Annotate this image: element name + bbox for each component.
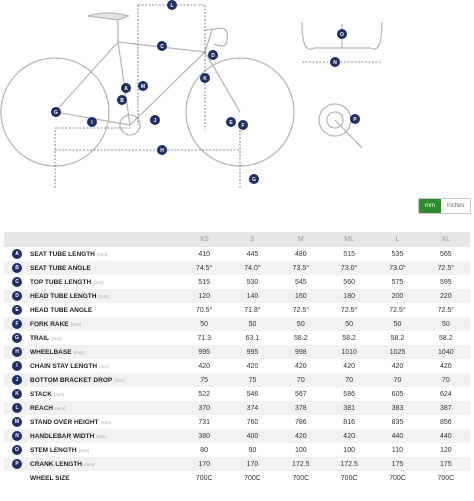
table-cell: 515: [343, 250, 355, 258]
table-cell: 700C: [195, 474, 213, 482]
table-cell: 624: [439, 390, 452, 398]
row-label: [30, 359, 180, 373]
row-letter-cell: [4, 429, 30, 443]
table-cell: 175: [373, 457, 421, 471]
table-header-row: [4, 232, 470, 247]
table-cell: 50: [228, 317, 276, 331]
row-letter-cell: [4, 443, 30, 457]
table-cell: 50: [325, 317, 373, 331]
table-cell: 140: [228, 289, 276, 303]
table-cell: 546: [246, 390, 259, 398]
table-row: [4, 443, 470, 457]
table-cell: 420: [391, 362, 404, 370]
row-unit: (mm): [78, 447, 90, 453]
table-cell: 74.5°: [180, 261, 228, 275]
row-letter-badge: M: [12, 417, 22, 427]
row-label: [30, 261, 180, 275]
row-letter-badge: I: [12, 361, 22, 371]
row-label-text: SEAT TUBE LENGTH: [30, 250, 95, 258]
table-cell: 72.5°: [422, 261, 470, 275]
row-letter-cell: [4, 387, 30, 401]
table-cell: 74.0°: [228, 261, 276, 275]
row-label: [30, 303, 180, 317]
row-label: [30, 289, 180, 303]
table-cell: 50: [422, 317, 470, 331]
table-row: [4, 415, 470, 429]
table-cell: 700C: [292, 474, 310, 482]
row-label-text: TRAIL: [30, 334, 50, 342]
table-cell: 1040: [422, 345, 470, 359]
marker-P: P: [353, 117, 357, 123]
table-cell: 70: [277, 373, 325, 387]
table-cell: 835: [391, 418, 404, 426]
table-cell: 1010: [325, 345, 373, 359]
row-unit: (mm): [51, 335, 62, 341]
table-cell: 73.0°: [325, 261, 373, 275]
marker-L: L: [170, 3, 174, 9]
table-cell: 120: [439, 446, 452, 454]
table-cell: 170: [180, 457, 228, 471]
table-cell: 70: [373, 373, 421, 387]
table-row: [4, 331, 470, 345]
row-letter-cell: [4, 247, 30, 261]
row-letter-badge: B: [12, 263, 22, 273]
marker-M: M: [140, 84, 146, 90]
table-cell: 70: [422, 373, 470, 387]
table-cell: 440: [373, 429, 421, 443]
table-cell: 700C: [244, 474, 261, 482]
table-row: [4, 373, 470, 387]
marker-D: D: [211, 53, 215, 59]
row-letter-badge: J: [12, 375, 22, 385]
row-letter-cell: [4, 457, 30, 471]
table-cell: 760: [246, 418, 259, 426]
row-letter-cell: [4, 303, 30, 317]
table-cell: 58.2: [342, 334, 356, 342]
row-unit: (mm): [53, 391, 65, 397]
table-row: [4, 261, 470, 275]
table-row: [4, 247, 470, 261]
table-cell: 370: [180, 401, 228, 415]
row-label: [30, 457, 180, 471]
row-letter-cell: [4, 359, 30, 373]
row-letter-cell: [4, 261, 30, 275]
row-letter-badge: G: [12, 333, 22, 343]
row-label: [30, 387, 180, 401]
table-cell: 731: [198, 418, 210, 426]
row-letter-badge: H: [12, 347, 22, 357]
row-unit: (mm): [84, 461, 95, 467]
table-cell: 120: [180, 289, 228, 303]
marker-O: O: [340, 32, 344, 38]
table-cell: 700C: [389, 474, 406, 482]
row-label: [30, 345, 180, 359]
row-letter-badge: K: [12, 389, 22, 399]
table-cell: 200: [373, 289, 421, 303]
table-cell: 70: [325, 373, 373, 387]
header-size: L: [373, 232, 421, 247]
table-cell: 100: [294, 446, 307, 454]
marker-N: N: [333, 60, 337, 66]
table-cell: 700C: [340, 474, 358, 482]
row-label-text: REACH: [30, 404, 54, 412]
marker-I: I: [91, 120, 93, 126]
row-unit: (mm): [93, 279, 104, 285]
row-label-text: WHEEL SIZE: [30, 474, 70, 482]
table-cell: 420: [325, 429, 373, 443]
row-letter-cell: [4, 373, 30, 387]
table-row: [4, 345, 470, 359]
table-cell: 170: [228, 457, 276, 471]
row-unit: (mm): [70, 321, 82, 327]
row-unit: (mm): [99, 363, 110, 369]
row-label-text: WHEELBASE: [30, 348, 72, 356]
bike-frame: [55, 30, 240, 125]
row-label-text: STAND OVER HEIGHT: [30, 418, 99, 426]
marker-G: G: [252, 177, 256, 183]
table-cell: 522: [198, 390, 210, 398]
table-cell: 110: [391, 446, 404, 454]
table-cell: 565: [439, 250, 452, 258]
marker-F: F: [241, 123, 245, 129]
table-cell: 72.5°: [292, 306, 310, 314]
table-cell: 70.5°: [195, 306, 213, 314]
header-size: M: [277, 232, 325, 247]
marker-E: E: [229, 120, 233, 126]
geometry-table: [4, 232, 470, 485]
row-letter-cell: [4, 331, 30, 345]
row-label-text: SEAT TUBE ANGLE: [30, 264, 91, 272]
diagram-letter-markers: [51, 0, 360, 184]
row-label: [30, 443, 180, 457]
table-cell: 995: [228, 345, 276, 359]
row-letter-cell: [4, 289, 30, 303]
table-cell: 63.1: [245, 334, 260, 342]
row-label-text: HEAD TUBE ANGLE: [30, 306, 93, 314]
table-cell: 786: [294, 418, 307, 426]
table-cell: 75: [228, 373, 276, 387]
marker-C: C: [160, 44, 164, 50]
table-cell: 75: [180, 373, 228, 387]
row-label-text: CRANK LENGTH: [30, 460, 82, 468]
marker-A: A: [124, 86, 128, 92]
table-cell: 560: [343, 278, 355, 286]
row-label-text: BOTTOM BRACKET DROP: [30, 376, 113, 384]
table-cell: 410: [198, 250, 210, 258]
row-letter-cell: [4, 401, 30, 415]
header-size: S: [228, 232, 276, 247]
header-size: XL: [422, 232, 470, 247]
inches-toggle-button[interactable]: inches: [441, 199, 470, 213]
table-cell: 50: [277, 317, 325, 331]
row-unit: (mm): [114, 377, 125, 383]
row-letter-badge: A: [12, 249, 22, 259]
table-row: [4, 401, 470, 415]
row-label: [30, 317, 180, 331]
row-label-text: STEM LENGTH: [30, 446, 77, 454]
row-unit: (mm): [73, 349, 85, 355]
table-cell: 420: [439, 362, 452, 370]
table-cell: 90: [248, 446, 257, 454]
table-row: [4, 429, 470, 443]
table-row: [4, 303, 470, 317]
row-letter-badge: P: [12, 459, 22, 469]
row-letter-badge: F: [12, 319, 22, 329]
table-cell: 58.2: [294, 334, 308, 342]
row-letter-cell: [4, 345, 30, 359]
row-letter-cell: [4, 317, 30, 331]
table-cell: 172.5: [325, 457, 373, 471]
table-cell: 856: [439, 418, 452, 426]
row-letter-badge: O: [12, 445, 22, 455]
bike-geometry-diagram: [0, 0, 474, 195]
table-cell: 420: [198, 362, 210, 370]
marker-G-left: G: [54, 110, 58, 116]
table-cell: 378: [277, 401, 325, 415]
table-cell: 998: [277, 345, 325, 359]
row-label-text: HANDLEBAR WIDTH: [30, 432, 95, 440]
table-cell: 545: [294, 278, 307, 286]
table-cell: 80: [200, 446, 209, 454]
row-letter-cell: [4, 275, 30, 289]
row-label: [30, 247, 180, 261]
table-cell: 420: [343, 362, 355, 370]
table-cell: 535: [391, 250, 404, 258]
table-cell: 586: [343, 390, 355, 398]
row-label: [30, 401, 180, 415]
row-letter-badge: E: [12, 305, 22, 315]
header-letter: [4, 232, 30, 247]
row-label-text: FORK RAKE: [30, 320, 69, 328]
unit-toggle[interactable]: [418, 198, 471, 214]
table-row: [4, 457, 470, 471]
row-label: [30, 415, 180, 429]
table-cell: 73.5°: [277, 261, 325, 275]
table-cell: 160: [277, 289, 325, 303]
table-cell: 100: [343, 446, 355, 454]
saddle: [88, 13, 128, 20]
table-cell: 595: [439, 278, 452, 286]
table-row: [4, 275, 470, 289]
table-row: [4, 471, 470, 485]
table-cell: 420: [246, 362, 259, 370]
table-cell: 383: [373, 401, 421, 415]
table-cell: 50: [180, 317, 228, 331]
row-label-text: HEAD TUBE LENGTH: [30, 292, 97, 300]
table-cell: 575: [391, 278, 404, 286]
row-unit: (mm): [96, 251, 108, 257]
row-label-text: TOP TUBE LENGTH: [30, 278, 92, 286]
table-cell: 72.5°: [340, 306, 358, 314]
row-label: [30, 429, 180, 443]
row-unit: (mm): [100, 419, 111, 425]
row-label-text: STACK: [30, 390, 52, 398]
table-cell: 180: [325, 289, 373, 303]
table-cell: 72.5°: [389, 306, 406, 314]
table-cell: 58.2: [390, 334, 405, 342]
table-cell: 445: [246, 250, 259, 258]
marker-J: J: [153, 118, 157, 124]
table-cell: 220: [422, 289, 470, 303]
row-letter-badge: D: [12, 291, 22, 301]
table-cell: 420: [277, 429, 325, 443]
row-letter-cell: [4, 471, 30, 485]
table-row: [4, 317, 470, 331]
row-letter-cell: [4, 415, 30, 429]
table-cell: 440: [422, 429, 470, 443]
table-cell: 71.3: [197, 334, 211, 342]
marker-H: H: [160, 148, 164, 154]
row-letter-badge: C: [12, 277, 22, 287]
header-size: XS: [180, 232, 228, 247]
table-row: [4, 387, 470, 401]
table-cell: 816: [343, 418, 355, 426]
table-row: [4, 289, 470, 303]
row-unit: (mm): [96, 433, 107, 439]
table-cell: 374: [228, 401, 276, 415]
row-letter-badge: L: [12, 403, 22, 413]
header-size: ML: [325, 232, 373, 247]
table-cell: 50: [373, 317, 421, 331]
table-cell: 420: [294, 362, 307, 370]
row-label: [30, 331, 180, 345]
mm-toggle-button[interactable]: mm: [419, 199, 441, 213]
row-label: [30, 373, 180, 387]
marker-B: B: [120, 98, 124, 104]
table-cell: 995: [180, 345, 228, 359]
table-cell: 175: [422, 457, 470, 471]
row-unit: (mm): [98, 293, 109, 299]
table-cell: 380: [180, 429, 228, 443]
table-cell: 381: [325, 401, 373, 415]
row-label: [30, 275, 180, 289]
table-cell: 172.5: [277, 457, 325, 471]
table-cell: 71.8°: [244, 306, 261, 314]
row-unit: (mm): [55, 405, 66, 411]
table-cell: 515: [198, 278, 210, 286]
table-cell: 480: [294, 250, 307, 258]
table-cell: 1025: [373, 345, 421, 359]
marker-K: K: [203, 76, 207, 82]
row-label: [30, 471, 180, 485]
table-cell: 700C: [437, 474, 455, 482]
table-cell: 387: [422, 401, 470, 415]
row-label-text: CHAIN STAY LENGTH: [30, 362, 98, 370]
table-cell: 72.5°: [437, 306, 455, 314]
table-cell: 605: [391, 390, 404, 398]
table-cell: 58.2: [439, 334, 453, 342]
header-label: [30, 232, 180, 247]
table-cell: 73.0°: [373, 261, 421, 275]
table-cell: 530: [246, 278, 259, 286]
row-letter-badge: N: [12, 431, 22, 441]
table-row: [4, 359, 470, 373]
table-cell: 400: [228, 429, 276, 443]
table-cell: 567: [294, 390, 307, 398]
